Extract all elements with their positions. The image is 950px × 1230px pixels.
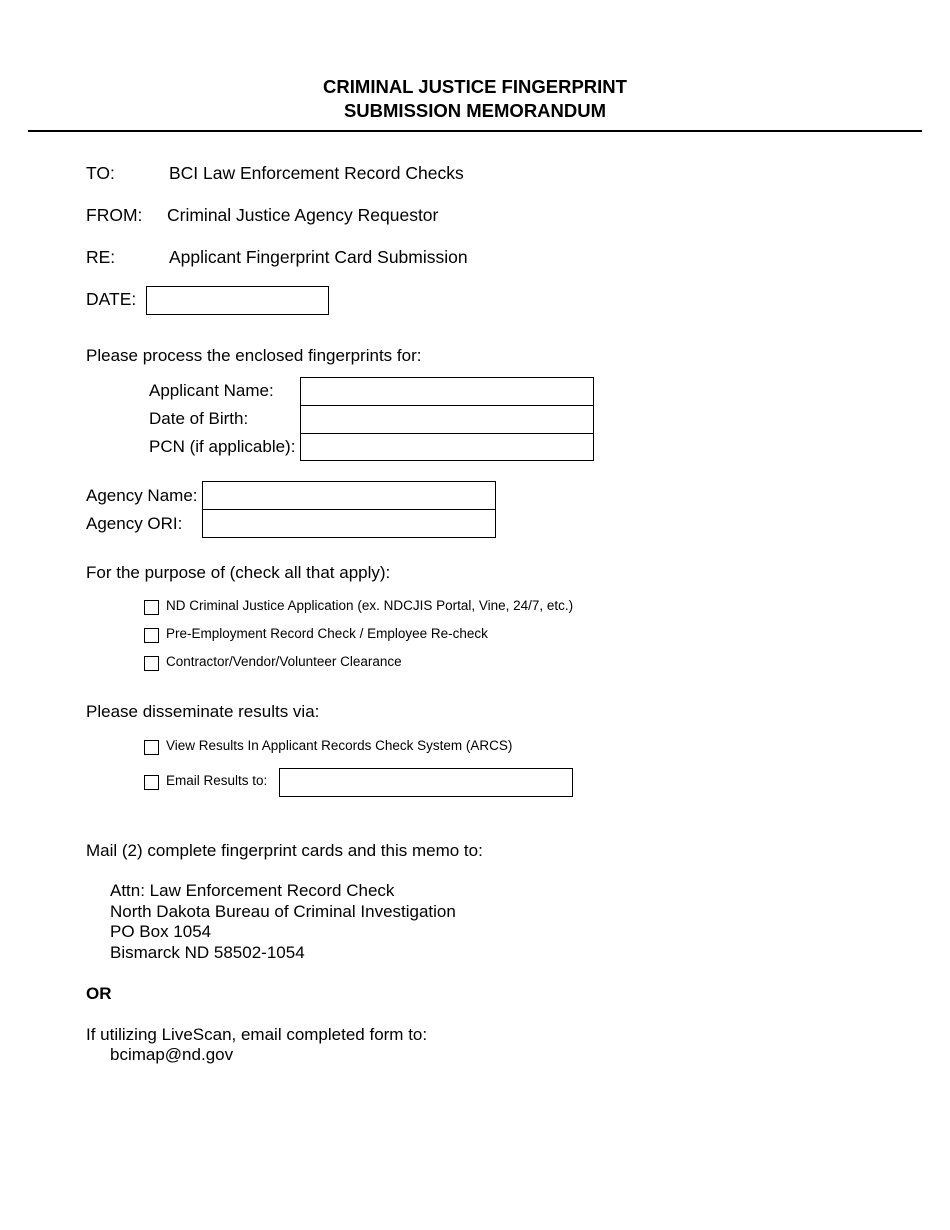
purpose-option-label: Pre-Employment Record Check / Employee Re-check <box>166 626 488 641</box>
re-label: RE: <box>86 247 116 267</box>
address-line: PO Box 1054 <box>110 922 212 941</box>
document-title <box>0 75 950 123</box>
purpose-checkbox-nd-cj-application[interactable] <box>144 600 159 615</box>
agency-ori-field[interactable] <box>202 509 496 538</box>
header-divider <box>28 130 922 132</box>
arcs-checkbox[interactable] <box>144 740 159 755</box>
dob-label: Date of Birth: <box>149 409 249 428</box>
applicant-name-label: Applicant Name: <box>149 381 274 400</box>
address-line: Bismarck ND 58502-1054 <box>110 943 305 962</box>
pcn-field[interactable] <box>300 433 594 461</box>
pcn-label: PCN (if applicable): <box>149 437 296 456</box>
re-value: Applicant Fingerprint Card Submission <box>169 247 468 267</box>
from-label: FROM: <box>86 205 143 225</box>
agency-ori-label: Agency ORI: <box>86 514 183 533</box>
dissemination-intro: Please disseminate results via: <box>86 702 320 721</box>
purpose-checkbox-pre-employment[interactable] <box>144 628 159 643</box>
email-results-checkbox[interactable] <box>144 775 159 790</box>
purpose-option-label: Contractor/Vendor/Volunteer Clearance <box>166 654 402 669</box>
applicant-intro: Please process the enclosed fingerprints for: <box>86 346 422 365</box>
agency-name-label: Agency Name: <box>86 486 198 505</box>
applicant-name-field[interactable] <box>300 377 594 406</box>
arcs-label: View Results In Applicant Records Check System (ARCS) <box>166 738 513 753</box>
title-line-2: SUBMISSION MEMORANDUM <box>343 100 607 121</box>
title-line-1: CRIMINAL JUSTICE FINGERPRINT <box>323 76 627 97</box>
agency-name-field[interactable] <box>202 481 496 510</box>
email-results-label: Email Results to: <box>166 773 268 788</box>
livescan-email: bcimap@nd.gov <box>110 1045 234 1064</box>
purpose-checkbox-contractor[interactable] <box>144 656 159 671</box>
email-results-field[interactable] <box>279 768 573 797</box>
to-label: TO: <box>86 163 115 183</box>
dob-field[interactable] <box>300 405 594 434</box>
to-value: BCI Law Enforcement Record Checks <box>169 163 464 183</box>
date-label: DATE: <box>86 289 137 309</box>
date-field[interactable] <box>146 286 329 315</box>
address-line: North Dakota Bureau of Criminal Investigation <box>110 902 456 921</box>
from-value: Criminal Justice Agency Requestor <box>167 205 439 225</box>
mail-intro: Mail (2) complete fingerprint cards and this memo to: <box>86 841 483 860</box>
purpose-option-label: ND Criminal Justice Application (ex. NDCJIS Portal, Vine, 24/7, etc.) <box>166 598 574 613</box>
purpose-intro: For the purpose of (check all that apply): <box>86 563 391 582</box>
livescan-text: If utilizing LiveScan, email completed form to: <box>86 1025 428 1044</box>
address-line: Attn: Law Enforcement Record Check <box>110 881 395 900</box>
or-label: OR <box>86 984 112 1003</box>
